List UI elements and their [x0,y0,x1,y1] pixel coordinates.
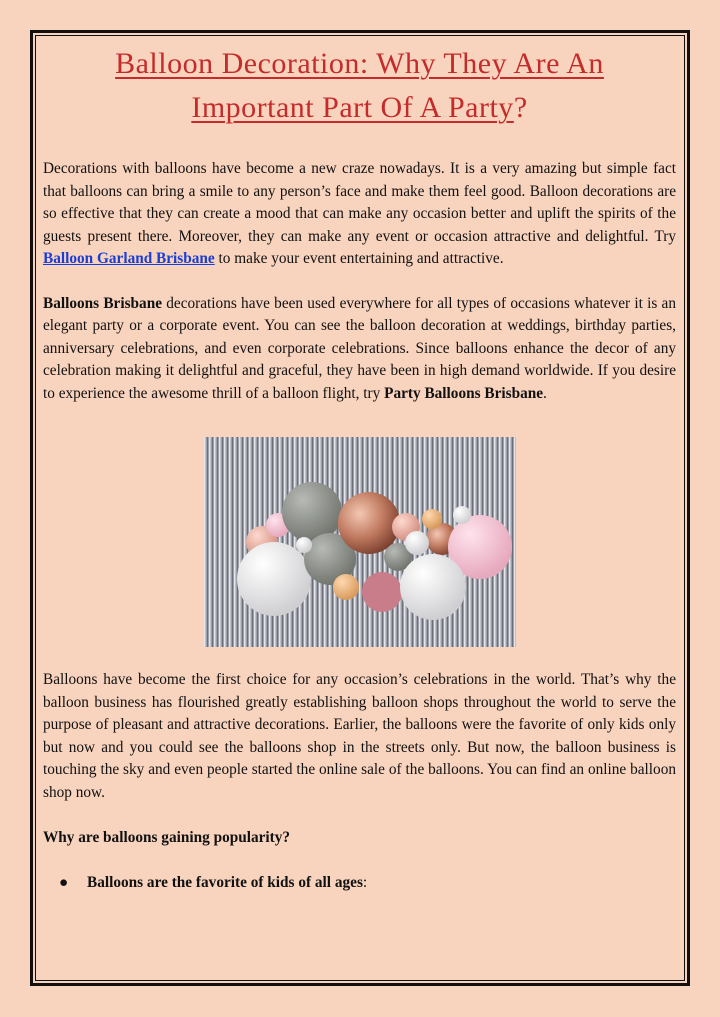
paragraph-balloons-brisbane [43,293,676,406]
balloons-brisbane-bold: Balloons Brisbane [43,294,163,312]
title-question-mark: ? [513,91,528,124]
balloon-garland-illustration [204,437,516,647]
paragraph-intro [43,158,676,271]
bullet-text: Balloons are the favorite of kids of all ages [87,873,363,891]
document-body [43,42,676,894]
title-line-1: Balloon Decoration: Why They Are An [115,47,604,80]
section-heading-popularity: Why are balloons gaining popularity? [43,829,291,846]
paragraph-balloons-brisbane-text: decorations have been used everywhere for all types of occasions whatever it is an elegant party or a corporate event. You can see the balloon decoration at weddings, birthday parties, anniversary celebrations, and even corporate celebrations. Since balloons enhance the decor of any celebration making it delightful and graceful, they have been in high demand worldwide. If you desire to experience the awesome thrill of a balloon flight, try [43,294,676,402]
balloon-garland-brisbane-link[interactable]: Balloon Garland Brisbane [43,250,215,267]
page-title [43,42,676,130]
balloon-garland-photo [204,437,516,647]
paragraph-business: Balloons have become the first choice for any occasion’s celebrations in the world. That’s why the balloon business has flourished greatly establishing balloon shops throughout the world to serve the purpose of pleasant and attractive decorations. Earlier, the balloons were the favorite of only kids only but now and you could see the balloons shop in the streets only. But now, the balloon business is touching the sky and even people started the online sale of the balloons. You can find an online balloon shop now. [43,671,676,801]
paragraph-end-period: . [543,384,547,402]
paragraph-intro-after: to make your event entertaining and attractive. [218,250,504,267]
bullet-marker: ● [59,873,69,891]
title-line-2: Important Part Of A Party [191,91,514,124]
list-item [43,872,676,895]
bullet-suffix: : [362,873,368,891]
paragraph-intro-text: Decorations with balloons have become a new craze nowadays. It is a very amazing but simple fact that balloons can bring a smile to any person’s face and make them feel good. Balloon decorations are so effective that they can create a mood that can make any occasion better and uplift the spirits of the guests present there. Moreover, they can make any event or occasion attractive and delightful. Try [43,160,676,245]
party-balloons-brisbane-bold: Party Balloons Brisbane [384,384,544,402]
